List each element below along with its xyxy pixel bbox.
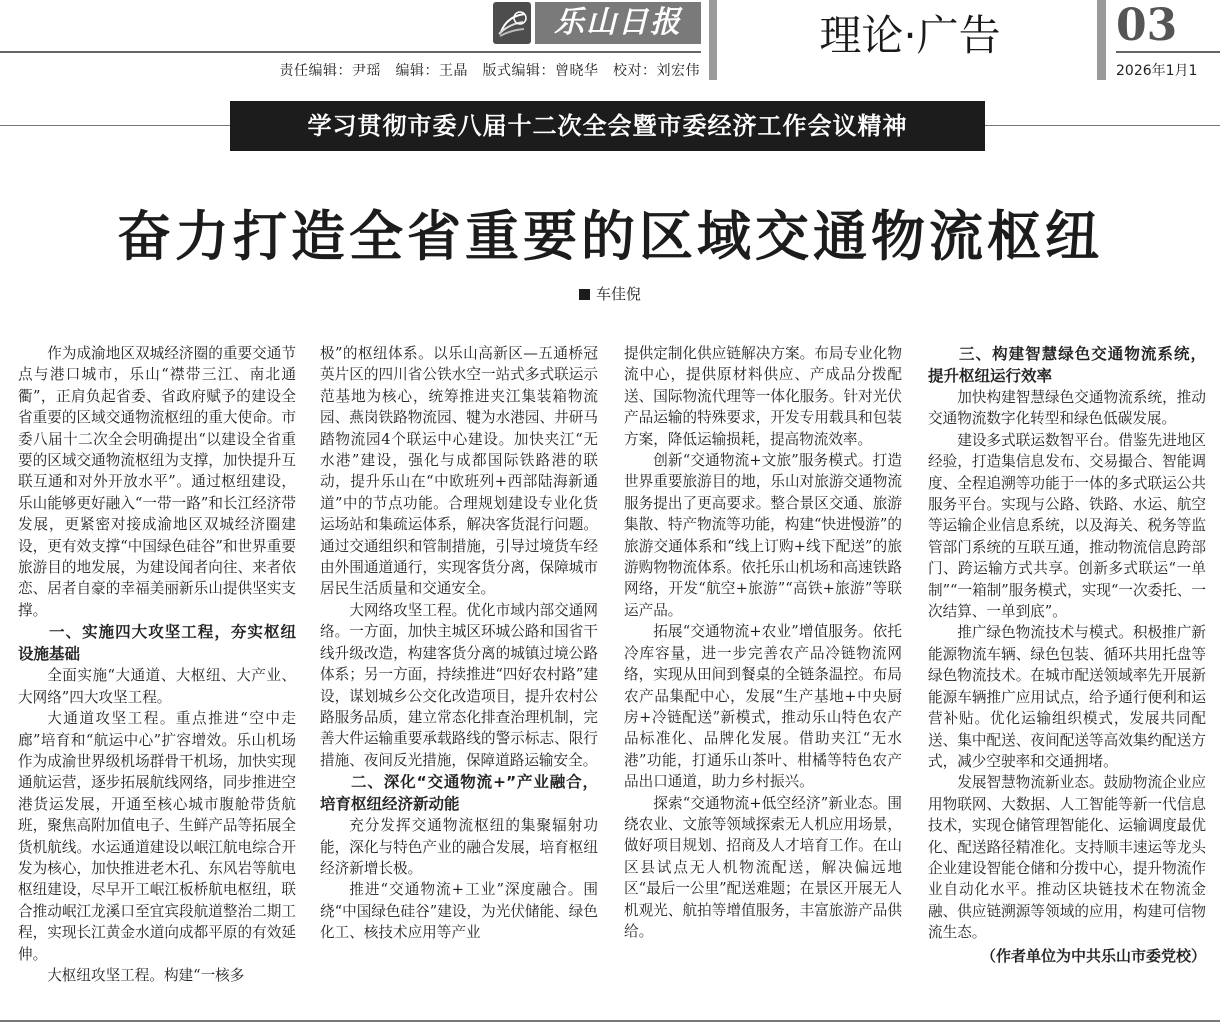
newspaper-logo-icon — [493, 2, 531, 44]
header-rule — [0, 51, 701, 53]
paragraph: 推广绿色物流技术与模式。积极推广新能源物流车辆、绿色包装、循环共用托盘等绿色物流技术。在城市配送领域率先开展新能源车辆推广应用试点，给予通行便利和运营补贴。优化运输组织模式，发展共同配送、集中配送、夜间配送等高效集约配送方式，减少空驶率和交通拥堵。 — [928, 624, 1206, 770]
paragraph: 大通道攻坚工程。重点推进“空中走廊”培育和“航运中心”扩容增效。乐山机场作为成渝世界级机场群骨干机场，加快实现通航运营，逐步拓展航线网络，同步推进空港货运发展，开通至核心城市腹舱带货航班，聚焦高附加值电子、生鲜产品等拓展全货机航线。水运通道建设以岷江航电综合开发为核心，加快推进老木孔、东风岩等航电枢纽建设，尽早开工岷江板桥航电枢纽，联合推动岷江龙溪口至宜宾段航道整治二期工程，实现长江黄金水道向成都平原的有效延伸。 — [18, 710, 296, 963]
article-column-3 — [624, 343, 902, 942]
topic-banner: 学习贯彻市委八届十二次全会暨市委经济工作会议精神 — [230, 101, 985, 151]
paragraph: 大枢纽攻坚工程。构建“一核多 — [47, 966, 245, 984]
article-column-1 — [18, 343, 296, 986]
newspaper-name: 乐山日报 — [535, 2, 701, 44]
paragraph: 全面实施“大通道、大枢纽、大产业、大网络”四大攻坚工程。 — [18, 667, 296, 706]
page-number: 03 — [1116, 0, 1178, 51]
paragraph: 极”的枢纽体系。以乐山高新区—五通桥冠英片区的四川省公铁水空一站式多式联运示范基地为核心，统筹推进夹江集装箱物流园、燕岗铁路物流园、犍为水港园、井研马踏物流园4个联运中心建设。加快夹江“无水港”建设，强化与成都国际铁路港的联动，提升乐山在“中欧班列+西部陆海新通道”中的节点功能。合理规划建设专业化货运场站和集疏运体系，解决客货混行问题。通过交通组织和管制措施，引导过境货车经由外围通道通行，实现客货分离，保障城市居民生活质量和交通安全。 — [320, 345, 598, 598]
paragraph: 提供定制化供应链解决方案。布局专业化物流中心，提供原材料供应、产成品分拨配送、国际物流代理等一体化服务。针对光伏产品运输的特殊要求，开发专用载具和包装方案，降低运输损耗，提高物流效率。 — [624, 345, 902, 448]
paragraph: 推进“交通物流+工业”深度融合。围绕“中国绿色硅谷”建设，为光伏储能、绿色化工、核技术应用等产业 — [320, 881, 598, 942]
paragraph: 作为成渝地区双城经济圈的重要交通节点与港口城市，乐山“襟带三江、南北通衢”，正肩负起省委、省政府赋予的建设全省重要的区域交通物流枢纽的重大使命。市委八届十二次全会明确提出“以建设全省重要的区域交通物流枢纽为支撑，加快提升互联互通和对外开放水平”。通过枢纽建设，乐山能够更好融入“一带一路”和长江经济带发展，更紧密对接成渝地区双城经济圈建设，更有效支撑“中国绿色硅谷”和世界重要旅游目的地发展，为建设闻者向往、来者依恋、居者自豪的幸福美丽新乐山提供坚实支撑。 — [18, 345, 296, 619]
byline — [0, 283, 1220, 304]
article-column-4 — [928, 343, 1206, 967]
section-heading: 二、深化“交通物流+”产业融合，培育枢纽经济新动能 — [320, 773, 598, 814]
article-headline: 奋力打造全省重要的区域交通物流枢纽 — [117, 204, 1103, 268]
divider-bar — [1097, 0, 1106, 80]
date-rule — [1116, 51, 1220, 53]
staff-credits: 责任编辑：尹瑶 编辑：王晶 版式编辑：曾晓华 校对：刘宏伟 — [279, 63, 700, 79]
divider-bar — [709, 0, 717, 80]
paragraph: 发展智慧物流新业态。鼓励物流企业应用物联网、大数据、人工智能等新一代信息技术，实现仓储管理智能化、运输调度最优化、配送路径精准化。支持顺丰速运等龙头企业建设智能仓储和分拨中心，提升物流作业自动化水平。推动区块链技术在物流金融、供应链溯源等领域的应用，构建可信物流生态。 — [928, 774, 1206, 942]
section-heading: 一、实施四大攻坚工程，夯实枢纽设施基础 — [18, 623, 296, 664]
author-affiliation: （作者单位为中共乐山市委党校） — [980, 946, 1206, 965]
section-title: 理论·广告 — [819, 11, 1001, 60]
paragraph: 拓展“交通物流+农业”增值服务。依托冷库容量，进一步完善农产品冷链物流网络，实现从田间到餐桌的全链条温控。布局农产品集配中心，发展“生产基地+中央厨房+冷链配送”新模式，推动乐山特色农产品标准化、品牌化发展。借助夹江“无水港”功能，打通乐山茶叶、柑橘等特色农产品出口通道，助力乡村振兴。 — [624, 623, 902, 791]
paragraph: 加快构建智慧绿色交通物流系统，推动交通物流数字化转型和绿色低碳发展。 — [928, 389, 1206, 428]
article-column-2 — [320, 343, 598, 944]
paragraph: 建设多式联运数智平台。借鉴先进地区经验，打造集信息发布、交易撮合、智能调度、全程追溯等功能于一体的多式联运公共服务平台。实现与公路、铁路、水运、航空等运输企业信息系统，以及海关、税务等监管部门系统的互联互通，推动物流信息跨部门、跨运输方式共享。创新多式联运“一单制”“一箱制”服务模式，实现“一次委托、一次结算、一单到底”。 — [928, 431, 1206, 621]
paragraph: 探索“交通物流+低空经济”新业态。围绕农业、文旅等领域探索无人机应用场景，做好项目规划、招商及人才培育工作。在山区县试点无人机物流配送，解决偏远地区“最后一公里”配送难题；在景区开展无人机观光、航拍等增值服务，丰富旅游产品供给。 — [624, 794, 902, 940]
author-name: 车佳倪 — [595, 285, 641, 303]
issue-date: 2026年1月1 — [1116, 63, 1198, 79]
paragraph: 创新“交通物流+文旅”服务模式。打造世界重要旅游目的地，乐山对旅游交通物流服务提出了更高要求。整合景区交通、旅游集散、特产物流等功能，构建“快进慢游”的旅游交通体系和“线上订购+线下配送”的旅游购物物流体系。依托乐山机场和高速铁路网络，开发“航空+旅游”“高铁+旅游”等联运产品。 — [624, 452, 902, 619]
paragraph: 充分发挥交通物流枢纽的集聚辐射功能，深化与特色产业的融合发展，培育枢纽经济新增长极。 — [320, 817, 598, 877]
swoosh-icon — [493, 2, 531, 44]
paragraph: 大网络攻坚工程。优化市域内部交通网络。一方面，加快主城区环城公路和国省干线升级改造，构建客货分离的城镇过境公路体系；另一方面，持续推进“四好农村路”建设，谋划城乡公交化改造项目，提升农村公路服务品质，建立常态化排查治理机制，完善大件运输重要承载路线的警示标志、限行措施、夜间反光措施，保障道路运输安全。 — [320, 601, 598, 769]
section-heading: 三、构建智慧绿色交通物流系统，提升枢纽运行效率 — [928, 345, 1206, 385]
footer-rule — [0, 1020, 1220, 1022]
square-bullet-icon — [579, 289, 590, 300]
